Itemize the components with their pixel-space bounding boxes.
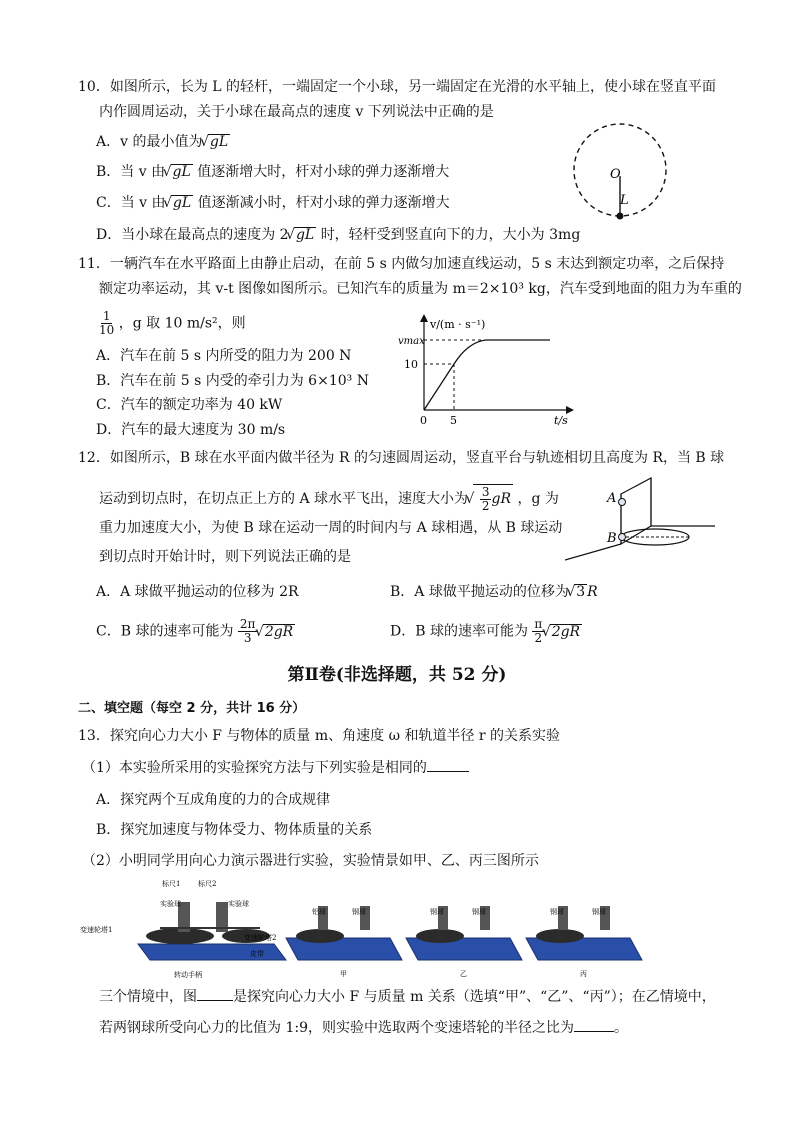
q10-option-b-text: B．当 v 由: [96, 164, 166, 180]
q12-option-c-text: C．B 球的速率可能为: [96, 623, 234, 640]
q13-label-tower1: 变速轮塔1: [80, 926, 113, 934]
q10-option-c-radical: √ gL: [171, 195, 193, 211]
q13-option-b: B．探究加速度与物体受力、物体质量的关系: [96, 822, 373, 838]
q12-option-c: [96, 618, 295, 645]
q11-x-arrow: [566, 406, 574, 414]
q12-option-c-den: 3: [243, 631, 252, 645]
q12-option-b: [390, 583, 598, 601]
q10-option-c-tail: 值逐渐减小时，杆对小球的弹力逐渐增大: [197, 195, 450, 211]
q13-jia-ball2: 钢球: [352, 908, 366, 916]
q13-bing-ball1: 钢球: [550, 908, 564, 916]
q13-apparatus-figures: [80, 876, 700, 980]
q11-vmax-label: vmax: [398, 336, 425, 347]
q13-line2-text: 若两钢球所受向心力的比值为 1:9，则实验中选取两个变速塔轮的半径之比为: [99, 1020, 574, 1036]
q10-option-d-radical: √ gL: [294, 227, 316, 243]
q12-ground-line: [565, 544, 621, 560]
q12-speed-num: √ 3: [481, 484, 490, 499]
q13-label-tower2: 变速轮塔2: [244, 934, 277, 942]
q13-bing-ball2: 钢球: [592, 908, 606, 916]
q13-line2-tail: 。: [613, 1020, 628, 1036]
q10-stem-line2: 内作圆周运动，关于小球在最高点的速度 v 下列说法中正确的是: [99, 104, 494, 120]
q13-jia-ball1: 铝球: [312, 908, 326, 916]
q12-option-c-num: 2π: [239, 617, 256, 631]
q12-stem-line3: 重力加速度大小，为使 B 球在运动一周的时间内与 A 球相遇，从 B 球运动: [99, 520, 563, 536]
q10-ball: [617, 213, 624, 220]
q13-sub2: （2）小明同学用向心力演示器进行实验，实验情景如甲、乙、丙三图所示: [82, 853, 539, 869]
q12-stem-line1: 12．如图所示，B 球在水平面内做半径为 R 的匀速圆周运动，竖直平台与轨迹相切且高度为 R，当 B 球: [78, 450, 725, 466]
q12-speed-fraction: [480, 486, 492, 513]
q13-line1-text: 三个情境中，图: [99, 989, 197, 1005]
q13-line1-blank[interactable]: [197, 1000, 233, 1001]
q10-label-l: L: [620, 193, 629, 208]
q13-label-ruler2: 标尺2: [198, 880, 217, 888]
q13-label-belt: 皮带: [250, 950, 264, 958]
q12-platform-figure: [565, 474, 715, 564]
q13-label-ball1: 实验球: [160, 900, 181, 908]
q10-option-c-text: C．当 v 由: [96, 195, 166, 211]
q12-option-b-radical: √ 3: [574, 584, 587, 600]
q11-option-b: B．汽车在前 5 s 内受的牵引力为 6×10³ N: [96, 373, 369, 389]
q10-option-a-radical: √ gL: [208, 134, 230, 150]
q13-device-bing-wheel: [536, 929, 584, 943]
q10-option-d: [96, 226, 580, 244]
q10-option-b: [96, 163, 449, 181]
q10-option-d-text: D．当小球在最高点的速度为 2: [96, 227, 289, 243]
q11-stem-line3: [99, 310, 246, 337]
q13-device-bing-base: [526, 938, 642, 960]
q10-option-a: [96, 133, 230, 151]
q10-option-c: [96, 194, 450, 212]
q12-label-a: A: [607, 491, 617, 506]
q12-speed-tail: gR: [491, 491, 511, 507]
q12-option-b-text: B．A 球做平抛运动的位移为: [390, 584, 569, 600]
q12-option-d-radical: √ 2gR: [550, 624, 582, 640]
q13-device-bing: [526, 906, 642, 978]
q13-caption-jia: 甲: [340, 970, 347, 978]
q13-line1-tail: 是探究向心力大小 F 与质量 m 关系（选填“甲”、“乙”、“丙”）；在乙情境中，: [233, 989, 716, 1005]
q13-device-jia-wheel: [296, 929, 344, 943]
q12-option-c-radical: √ 2gR: [263, 624, 295, 640]
q13-device-yi-wheel: [416, 929, 464, 943]
q10-stem-line1: 10．如图所示，长为 L 的轻杆，一端固定一个小球，另一端固定在光滑的水平轴上，使小球在竖直平面: [78, 79, 717, 95]
q11-vt-graph: [398, 312, 578, 428]
q13-line2-blank[interactable]: [574, 1031, 614, 1032]
q11-xlabel: t/s: [554, 414, 568, 427]
q13-device-main: [80, 879, 286, 979]
q13-option-a: A．探究两个互成角度的力的合成规律: [96, 792, 331, 808]
q12-stem-line2-text: 运动到切点时，在切点正上方的 A 球水平飞出，速度大小为: [99, 491, 469, 507]
part2-title: 第Ⅱ卷(非选择题，共 52 分): [287, 665, 507, 685]
q12-option-d: [390, 618, 582, 645]
q11-fraction: [99, 310, 114, 337]
q10-option-a-text: A．v 的最小值为: [96, 134, 203, 150]
q13-yi-ball2: 钢球: [472, 908, 486, 916]
q12-stem-line4: 到切点时开始计时，则下列说法正确的是: [99, 549, 351, 565]
q13-label-ruler1: 标尺1: [162, 880, 181, 888]
q11-option-a: A．汽车在前 5 s 内所受的阻力为 200 N: [96, 348, 352, 364]
q13-line1: [99, 988, 716, 1006]
q13-sub1-text: （1）本实验所采用的实验探究方法与下列实验是相同的: [82, 760, 427, 776]
q10-option-b-radical: √ gL: [171, 164, 193, 180]
q12-option-d-den: 2: [534, 631, 543, 645]
q10-label-o: O: [610, 167, 621, 182]
q12-option-d-text: D．B 球的速率可能为: [390, 623, 528, 640]
q12-ball-b: [619, 534, 626, 541]
q11-fraction-den: 10: [99, 323, 115, 337]
q13-sub1: [82, 759, 469, 777]
q12-stem-line2: [99, 484, 559, 513]
q11-tick-10: 10: [404, 358, 418, 371]
q12-label-b: B: [607, 531, 617, 546]
q11-y-arrow: [420, 314, 428, 322]
q12-stem-line2-tail: ，g 为: [517, 491, 559, 507]
q12-option-b-tail: R: [587, 584, 598, 600]
q10-option-d-tail: 时，轻杆受到竖直向下的力，大小为 3mg: [320, 227, 581, 243]
q11-tick-5: 5: [450, 414, 457, 427]
q13-device-jia-base: [286, 938, 402, 960]
q11-option-d: D．汽车的最大速度为 30 m/s: [96, 422, 286, 438]
q12-speed-radical: [473, 484, 513, 513]
q11-ylabel: v/(m · s⁻¹): [430, 318, 486, 331]
q13-label-ball2: 实验球: [228, 900, 249, 908]
q13-caption-bing: 丙: [580, 970, 587, 978]
q10-circle-figure: [570, 118, 674, 226]
q11-vt-curve: [424, 340, 550, 410]
q13-caption-yi: 乙: [460, 970, 467, 978]
q12-speed-den: 2: [481, 498, 490, 513]
section-fill-in-title: 二、填空题（每空 2 分，共计 16 分）: [78, 701, 306, 716]
q13-yi-ball1: 钢球: [430, 908, 444, 916]
q11-tick-0: 0: [420, 414, 427, 427]
q11-stem-line1: 11．一辆汽车在水平路面上由静止启动，在前 5 s 内做匀加速直线运动，5 s 末达到额定功率，之后保持: [78, 256, 725, 272]
q12-option-d-num: π: [534, 617, 543, 631]
q12-platform-top: [651, 478, 715, 526]
q11-stem-line3-text: ，g 取 10 m/s²，则: [118, 315, 246, 332]
q13-line2: [99, 1019, 628, 1037]
q13-stem: 13．探究向心力大小 F 与物体的质量 m、角速度 ω 和轨道半径 r 的关系实验: [78, 728, 561, 744]
q10-option-b-tail: 值逐渐增大时，杆对小球的弹力逐渐增大: [197, 164, 450, 180]
q11-stem-line2: 额定功率运动，其 v-t 图像如图所示。已知汽车的质量为 m＝2×10³ kg，汽车受到地面的阻力为车重的: [99, 281, 742, 297]
q13-device-yi: [406, 906, 522, 978]
q12-ball-a: [619, 499, 626, 506]
q11-option-c: C．汽车的额定功率为 40 kW: [96, 397, 283, 413]
q13-device-yi-base: [406, 938, 522, 960]
q13-sub1-blank[interactable]: [427, 771, 469, 772]
q12-platform-face: [621, 478, 651, 544]
q11-fraction-num: 1: [102, 309, 111, 323]
q12-option-a: A．A 球做平抛运动的位移为 2R: [96, 584, 299, 600]
q13-device-jia: [286, 906, 402, 978]
q13-label-handle: 转动手柄: [174, 971, 202, 979]
